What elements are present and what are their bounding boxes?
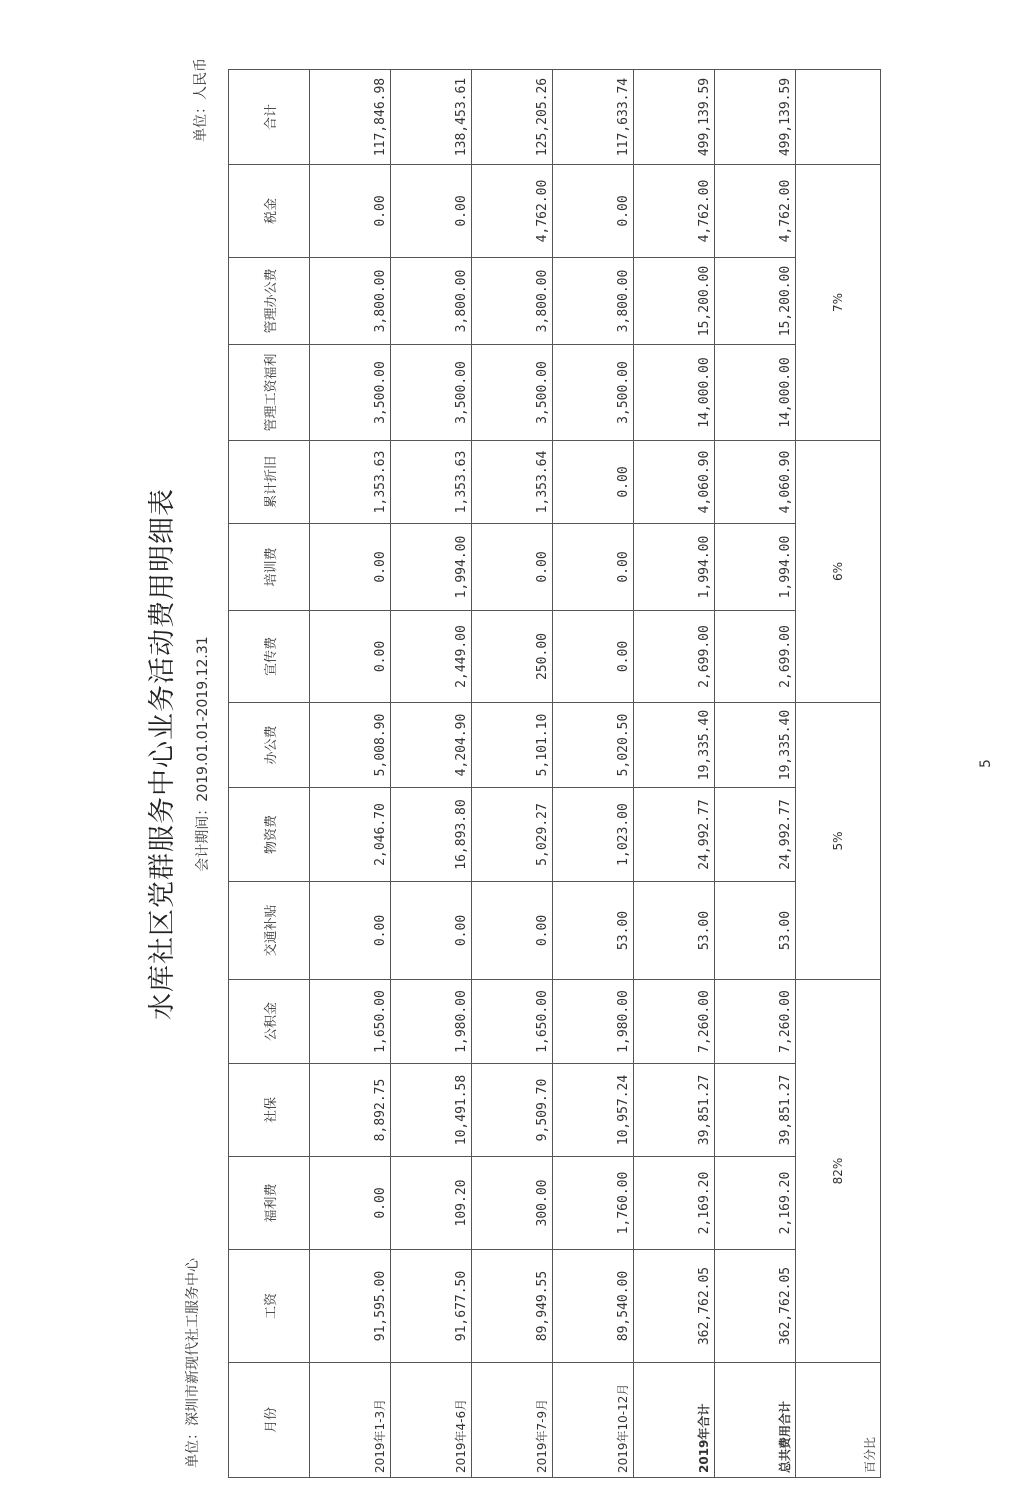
cell-social-security: 9,509.70 (472, 1064, 553, 1157)
cell-welfare: 1,760.00 (553, 1157, 634, 1250)
header-salary: 工资 (229, 1250, 310, 1363)
cell-depreciation: 4,060.90 (715, 441, 796, 524)
cell-materials: 24,992.77 (634, 788, 715, 882)
page-title: 水库社区党群服务中心业务活动费用明细表 (147, 488, 178, 1020)
cell-total: 117,846.98 (310, 70, 391, 165)
cell-mgmt-office: 3,800.00 (310, 258, 391, 345)
cell-tax: 4,762.00 (715, 165, 796, 258)
cell-office: 5,008.90 (310, 703, 391, 788)
cell-salary: 89,949.55 (472, 1250, 553, 1363)
cell-salary: 91,677.50 (391, 1250, 472, 1363)
row-label: 2019年4-6月 (391, 1363, 472, 1478)
cell-transport: 0.00 (391, 882, 472, 980)
header-row (229, 70, 310, 1478)
cell-social-security: 39,851.27 (634, 1064, 715, 1157)
cell-depreciation: 1,353.64 (472, 441, 553, 524)
header-mgmt-office: 管理办公费 (229, 258, 310, 345)
cell-housing-fund: 1,650.00 (310, 980, 391, 1064)
cell-salary: 91,595.00 (310, 1250, 391, 1363)
cell-training: 0.00 (310, 524, 391, 611)
table-row (310, 70, 391, 1478)
organization-unit: 单位：深圳市新现代社工服务中心 (185, 1258, 201, 1468)
table-row-year-total (634, 70, 715, 1478)
percent-personnel: 82% (796, 980, 881, 1363)
cell-housing-fund: 7,260.00 (634, 980, 715, 1064)
header-mgmt-salary: 管理工资福利 (229, 345, 310, 441)
cell-publicity: 0.00 (310, 611, 391, 703)
cell-depreciation: 0.00 (553, 441, 634, 524)
cell-tax: 0.00 (391, 165, 472, 258)
cell-housing-fund: 1,650.00 (472, 980, 553, 1064)
cell-publicity: 2,699.00 (634, 611, 715, 703)
cell-publicity: 2,699.00 (715, 611, 796, 703)
cell-tax: 4,762.00 (634, 165, 715, 258)
cell-mgmt-salary: 14,000.00 (715, 345, 796, 441)
header-publicity: 宣传费 (229, 611, 310, 703)
cell-social-security: 39,851.27 (715, 1064, 796, 1157)
cell-transport: 0.00 (310, 882, 391, 980)
cell-office: 5,020.50 (553, 703, 634, 788)
cell-materials: 5,029.27 (472, 788, 553, 882)
header-transport: 交通补贴 (229, 882, 310, 980)
cell-training: 1,994.00 (391, 524, 472, 611)
cell-social-security: 8,892.75 (310, 1064, 391, 1157)
cell-mgmt-office: 15,200.00 (634, 258, 715, 345)
cell-mgmt-salary: 3,500.00 (310, 345, 391, 441)
cell-depreciation: 4,060.90 (634, 441, 715, 524)
cell-mgmt-office: 3,800.00 (553, 258, 634, 345)
cell-depreciation: 1,353.63 (391, 441, 472, 524)
row-label: 2019年7-9月 (472, 1363, 553, 1478)
cell-mgmt-office: 3,800.00 (391, 258, 472, 345)
cell-tax: 0.00 (310, 165, 391, 258)
cell-training: 1,994.00 (715, 524, 796, 611)
header-welfare: 福利费 (229, 1157, 310, 1250)
row-label: 2019年合计 (634, 1363, 715, 1478)
cell-mgmt-office: 3,800.00 (472, 258, 553, 345)
cell-materials: 1,023.00 (553, 788, 634, 882)
percent-label: 百分比 (796, 1363, 881, 1478)
cell-transport: 53.00 (634, 882, 715, 980)
percentage-row (796, 70, 881, 1478)
cell-welfare: 2,169.20 (715, 1157, 796, 1250)
cell-training: 0.00 (553, 524, 634, 611)
header-materials: 物资费 (229, 788, 310, 882)
cell-total: 499,139.59 (634, 70, 715, 165)
table-row (391, 70, 472, 1478)
cell-training: 0.00 (472, 524, 553, 611)
header-tax: 税金 (229, 165, 310, 258)
cell-mgmt-salary: 3,500.00 (391, 345, 472, 441)
cell-training: 1,994.00 (634, 524, 715, 611)
cell-total: 138,453.61 (391, 70, 472, 165)
cell-transport: 0.00 (472, 882, 553, 980)
cell-total: 125,205.26 (472, 70, 553, 165)
cell-office: 4,204.90 (391, 703, 472, 788)
cell-welfare: 300.00 (472, 1157, 553, 1250)
cell-mgmt-salary: 3,500.00 (472, 345, 553, 441)
cell-office: 19,335.40 (634, 703, 715, 788)
row-label: 2019年10-12月 (553, 1363, 634, 1478)
cell-transport: 53.00 (553, 882, 634, 980)
cell-transport: 53.00 (715, 882, 796, 980)
cell-social-security: 10,957.24 (553, 1064, 634, 1157)
header-office: 办公费 (229, 703, 310, 788)
cell-materials: 2,046.70 (310, 788, 391, 882)
cell-total: 499,139.59 (715, 70, 796, 165)
cell-depreciation: 1,353.63 (310, 441, 391, 524)
row-label: 2019年1-3月 (310, 1363, 391, 1478)
page-number: 5 (978, 759, 994, 768)
expense-table (228, 69, 881, 1478)
percent-management: 7% (796, 165, 881, 441)
cell-welfare: 109.20 (391, 1157, 472, 1250)
header-training: 培训费 (229, 524, 310, 611)
cell-mgmt-salary: 3,500.00 (553, 345, 634, 441)
percent-empty-total (796, 70, 881, 165)
cell-tax: 4,762.00 (472, 165, 553, 258)
cell-publicity: 2,449.00 (391, 611, 472, 703)
header-month: 月份 (229, 1363, 310, 1478)
cell-total: 117,633.74 (553, 70, 634, 165)
cell-office: 5,101.10 (472, 703, 553, 788)
header-social-security: 社保 (229, 1064, 310, 1157)
cell-social-security: 10,491.58 (391, 1064, 472, 1157)
cell-office: 19,335.40 (715, 703, 796, 788)
cell-mgmt-salary: 14,000.00 (634, 345, 715, 441)
cell-publicity: 0.00 (553, 611, 634, 703)
cell-salary: 362,762.05 (715, 1250, 796, 1363)
cell-welfare: 2,169.20 (634, 1157, 715, 1250)
cell-publicity: 250.00 (472, 611, 553, 703)
cell-tax: 0.00 (553, 165, 634, 258)
cell-mgmt-office: 15,200.00 (715, 258, 796, 345)
cell-welfare: 0.00 (310, 1157, 391, 1250)
cell-housing-fund: 1,980.00 (553, 980, 634, 1064)
cell-housing-fund: 7,260.00 (715, 980, 796, 1064)
header-housing-fund: 公积金 (229, 980, 310, 1064)
cell-housing-fund: 1,980.00 (391, 980, 472, 1064)
table-row (553, 70, 634, 1478)
currency-unit: 单位：人民币 (193, 58, 209, 142)
accounting-period: 会计期间：2019.01.01-2019.12.31 (195, 636, 211, 872)
cell-salary: 362,762.05 (634, 1250, 715, 1363)
percent-publicity-training: 6% (796, 441, 881, 703)
cell-salary: 89,540.00 (553, 1250, 634, 1363)
table-row-grand-total (715, 70, 796, 1478)
row-label: 总共费用合计 (715, 1363, 796, 1478)
header-depreciation: 累计折旧 (229, 441, 310, 524)
percent-materials-office: 5% (796, 703, 881, 980)
cell-materials: 24,992.77 (715, 788, 796, 882)
table-row (472, 70, 553, 1478)
cell-materials: 16,893.80 (391, 788, 472, 882)
header-total: 合计 (229, 70, 310, 165)
